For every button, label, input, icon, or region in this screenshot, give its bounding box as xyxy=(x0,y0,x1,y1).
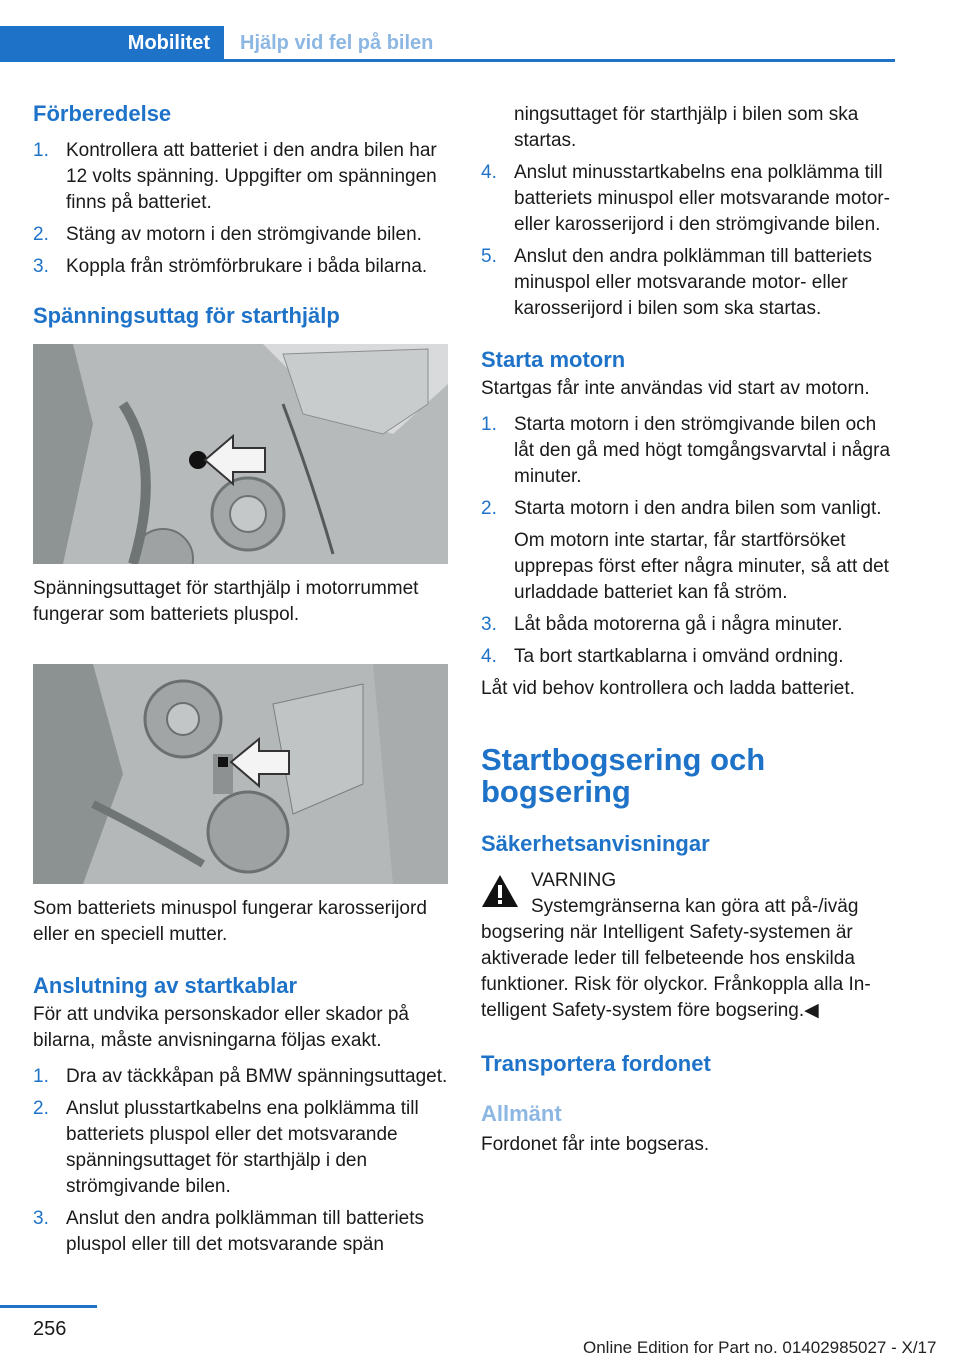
prep-list xyxy=(33,138,448,280)
heading-spanningsuttag: Spänningsuttag för starthjälp xyxy=(33,303,340,328)
list-item xyxy=(481,244,896,322)
list-item xyxy=(33,254,448,280)
tab-mobilitet[interactable] xyxy=(0,26,224,60)
start-intro: Startgas får inte användas vid start av motorn. xyxy=(481,378,870,399)
list-item xyxy=(481,160,896,238)
list-number: 1. xyxy=(33,140,49,161)
list-text: Starta motorn i den andra bilen som vanligt. xyxy=(514,498,882,519)
list-number: 4. xyxy=(481,162,497,183)
heading-allmant: Allmänt xyxy=(481,1101,562,1126)
caption-ground: Som batteriets minuspol fungerar karosserijord eller en speciell mutter. xyxy=(33,898,427,945)
list-text: Starta motorn i den strömgivande bilen och låt den gå med högt tomgångsvarvtal i några minuter. xyxy=(514,414,891,487)
tab-hjalp-vid-fel[interactable]: Hjälp vid fel på bilen xyxy=(240,32,434,54)
list-item xyxy=(481,412,896,490)
list-text: Anslut minusstartkabelns ena polklämma till batteriets minuspol eller motsvarande motor- eller karosserijord i den strömgivande bilen. xyxy=(514,162,890,235)
list-text: Anslut plusstartkabelns ena polklämma till batteriets pluspol eller det motsvarande spänningsuttaget för starthjälp i den strömgivande bilen. xyxy=(66,1098,419,1197)
left-column xyxy=(33,100,448,1258)
connect-intro: För att undvika personskador eller skador på bilarna, måste anvisningarna följas exakt. xyxy=(33,1004,409,1051)
engine-bay-photo-ground xyxy=(33,664,448,884)
right-column xyxy=(481,102,896,1158)
list-text: Dra av täckkåpan på BMW spänningsuttaget. xyxy=(66,1066,448,1087)
list-text: Anslut den andra polklämman till batteriets minuspol eller motsvarande motor- eller karosserijord i bilen som ska startas. xyxy=(514,246,873,319)
heading-starta-motorn: Starta motorn xyxy=(481,347,626,372)
heading-sakerhetsanvisningar: Säkerhetsanvisningar xyxy=(481,831,710,856)
header-tab-bar xyxy=(0,26,895,62)
warning-block xyxy=(481,868,896,1024)
list-number: 1. xyxy=(33,1066,49,1087)
footer-rule xyxy=(0,1305,97,1308)
list-text: Koppla från strömförbrukare i båda bilarna. xyxy=(66,256,428,277)
warning-triangle-icon xyxy=(481,874,519,908)
list-number: 2. xyxy=(33,224,49,245)
page-number: 256 xyxy=(33,1318,67,1340)
list-number: 3. xyxy=(33,256,49,277)
connect-list xyxy=(33,1064,448,1258)
list-item xyxy=(33,1096,448,1200)
engine-bay-photo-socket xyxy=(33,344,448,564)
list-item xyxy=(33,138,448,216)
list-text: Kontrollera att batteriet i den andra bilen har 12 volts spänning. Uppgifter om spänningen finns på batteriet. xyxy=(66,140,437,213)
list-number: 2. xyxy=(481,498,497,519)
warning-label: VARNING xyxy=(531,870,617,891)
list-continuation: ningsuttaget för starthjälp i bilen som ska startas. xyxy=(514,104,859,151)
list-number: 2. xyxy=(33,1098,49,1119)
heading-anslutning: Anslutning av startkablar xyxy=(33,973,298,998)
list-number: 3. xyxy=(481,614,497,635)
list-item xyxy=(481,612,896,638)
list-number: 5. xyxy=(481,246,497,267)
list-item xyxy=(481,644,896,670)
start-list xyxy=(481,412,896,670)
list-text: Låt båda motorerna gå i några minuter. xyxy=(514,614,843,635)
list-number: 4. xyxy=(481,646,497,667)
tab-mobilitet-label: Mobilitet xyxy=(127,32,210,54)
list-item xyxy=(33,1206,448,1258)
heading-forberedelse: Förberedelse xyxy=(33,101,172,126)
warning-text: bogsering när Intelligent Safety-systemen är aktiverade leder till felbeteende hos enskilda funktioner. Risk för olyckor. Frånkoppla alla Intelligent Safety-system före bogsering.◀ xyxy=(481,922,871,1021)
general-text: Fordonet får inte bogseras. xyxy=(481,1134,710,1155)
connect-list-cont xyxy=(481,160,896,322)
heading-startbogsering: Startbogsering och bogsering xyxy=(481,742,766,809)
list-number: 3. xyxy=(33,1208,49,1229)
list-text: Anslut den andra polklämman till batteriets pluspol eller till det motsvarande spän xyxy=(66,1208,425,1255)
list-number: 1. xyxy=(481,414,497,435)
start-note: Om motorn inte startar, får startförsöket upprepas först efter några minuter, så att det urladdade batteriet kan få ström. xyxy=(514,530,889,603)
list-item xyxy=(33,222,448,248)
list-text: Stäng av motorn i den strömgivande bilen. xyxy=(66,224,422,245)
start-after: Låt vid behov kontrollera och ladda batteriet. xyxy=(481,678,855,699)
heading-transportera: Transportera fordonet xyxy=(481,1051,711,1076)
edition-text: Online Edition for Part no. 01402985027 - X/17 xyxy=(583,1338,937,1357)
caption-socket: Spänningsuttaget för starthjälp i motorrummet fungerar som batteriets pluspol. xyxy=(33,578,419,625)
list-item xyxy=(33,1064,448,1090)
list-text: Ta bort startkablarna i omvänd ordning. xyxy=(514,646,844,667)
warning-text-first: Systemgränserna kan göra att på-/iväg xyxy=(531,896,859,917)
list-item xyxy=(481,496,896,522)
